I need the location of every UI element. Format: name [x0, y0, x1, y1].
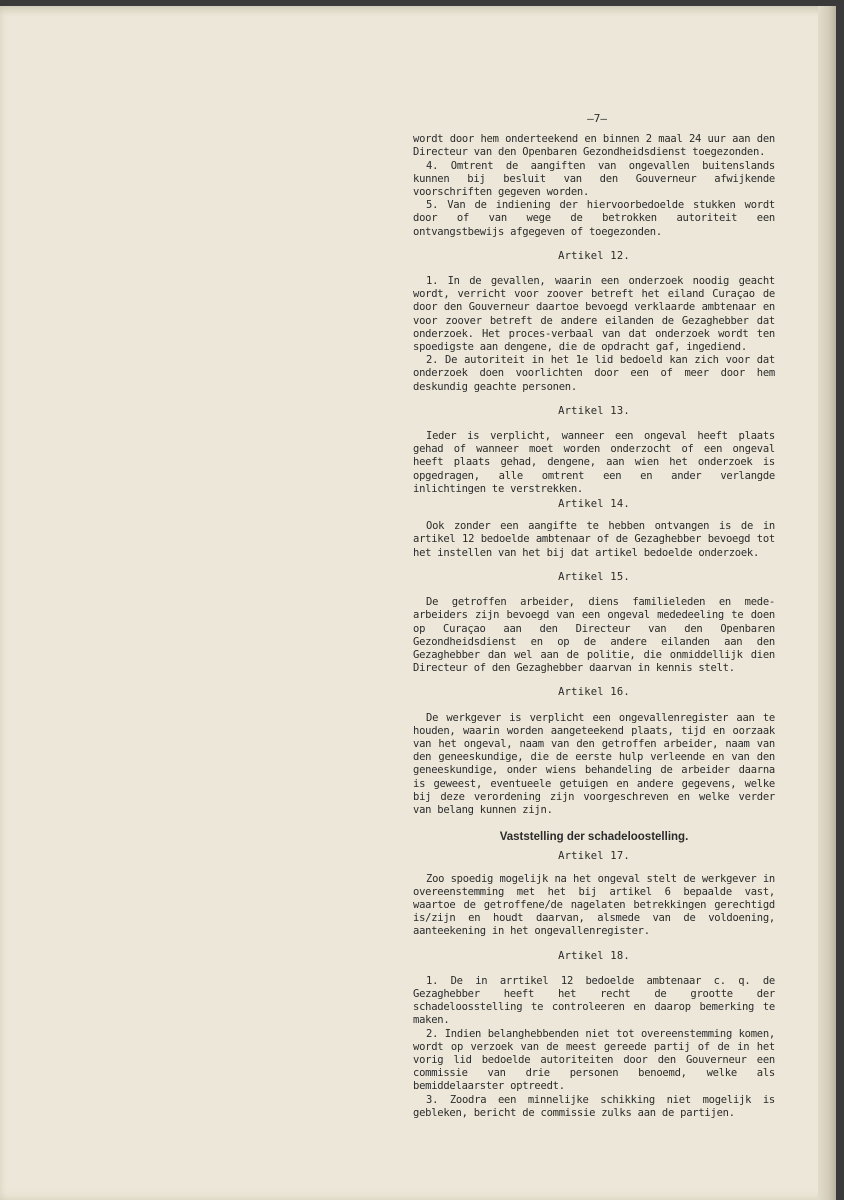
paragraph: 1. De in arrtikel 12 bedoelde ambtenaar c. q. de Gezaghebber heeft het recht de grootte der schadeloosstelling te controleeren en daarop bemerking te maken. — [413, 974, 775, 1027]
paragraph: Zoo spoedig mogelijk na het ongeval stelt de werkgever in overeenstemming met het bij artikel 6 bepaalde vast, waartoe de getroffene/de nagelaten betrekkingen gerechtigd is/zijn en houdt daarvan, alsmede van de voldoening, aanteekening in het ongevallenregister. — [413, 872, 775, 938]
article-heading: Artikel 12. — [558, 249, 630, 262]
section-title: Vaststelling der schadeloostelling. — [499, 831, 689, 844]
article-heading: Artikel 13. — [558, 404, 630, 417]
paragraph: 5. Van de indiening der hiervoorbedoelde stukken wordt door of van wege de betrokken autoriteit een ontvangstbewijs afgegeven of toegezonden. — [413, 199, 775, 238]
article-heading: Artikel 16. — [558, 686, 630, 699]
paragraph: Ieder is verplicht, wanneer een ongeval heeft plaats gehad of wanneer moet worden onderzocht of een ongeval heeft plaats gehad, dengene, aan wien het onderzoek is opgedragen, alle omtrent een en ander verlangde inlichtingen te verstrekken. — [413, 430, 775, 495]
page-number: —7— — [587, 112, 607, 125]
paragraph: 1. In de gevallen, waarin een onderzoek noodig geacht wordt, verricht voor zoover betreft het eiland Curaçao de door den Gouverneur daartoe bevoegd verklaarde ambtenaar en voor zoover betreft de andere eilanden de Gezaghebber dat onderzoek. Het proces-verbaal van dat onderzoek wordt ten spoedigste aan dengene, die de opdracht gaf, ingediend. — [413, 275, 775, 354]
paragraph: 4. Omtrent de aangiften van ongevallen buitenslands kunnen bij besluit van den Gouverneur afwijkende voorschriften gegeven worden. — [413, 159, 775, 199]
paragraph: 2. Indien belanghebbenden niet tot overeenstemming komen, wordt op verzoek van de meest gereede partij of de in het vorig lid bedoelde autoriteiten door den Gouverneur een commissie van drie personen benoemd, welke als bemiddelaarster optreedt. — [413, 1027, 775, 1093]
paragraph: De werkgever is verplicht een ongevallenregister aan te houden, waarin worden aangeteekend plaats, tijd en oorzaak van het ongeval, naam van den getroffen arbeider, naam van den geneeskundige, die de eerste hulp verleende en van den geneeskundige, onder wiens behandeling de arbeider daarna is geweest, eventueele getuigen en andere gegevens, welke bij deze verordening zijn voorgeschreven en welke verder van belang kunnen zijn. — [413, 711, 775, 816]
article-heading: Artikel 14. — [558, 498, 630, 511]
paragraph: 2. De autoriteit in het 1e lid bedoeld kan zich voor dat onderzoek doen voorlichten door een of meer door hem deskundig geachte personen. — [413, 354, 775, 393]
page-edge — [818, 6, 836, 1200]
text-column — [413, 112, 775, 1120]
paragraph: wordt door hem onderteekend en binnen 2 maal 24 uur aan den Directeur van den Openbaren Gezondheidsdienst toegezonden. — [413, 133, 775, 159]
paragraph: Ook zonder een aangifte te hebben ontvangen is de in artikel 12 bedoelde ambtenaar of de Gezaghebber bevoegd tot het instellen van het bij dat artikel bedoelde onderzoek. — [413, 520, 775, 559]
article-heading: Artikel 15. — [558, 570, 630, 583]
paragraph: 3. Zoodra een minnelijke schikking niet mogelijk is gebleken, bericht de commissie zulks aan de partijen. — [413, 1093, 775, 1119]
article-heading: Artikel 18. — [558, 949, 630, 962]
paragraph: De getroffen arbeider, diens familieleden en mede-arbeiders zijn bevoegd van een ongeval mededeeling te doen op Curaçao aan den Directeur van den Openbaren Gezondheidsdienst en op de andere eilanden aan den Gezaghebber dan wel aan de politie, die onmiddellijk dien Directeur of den Gezaghebber daarvan in kennis stelt. — [413, 596, 775, 675]
article-heading: Artikel 17. — [558, 850, 630, 863]
